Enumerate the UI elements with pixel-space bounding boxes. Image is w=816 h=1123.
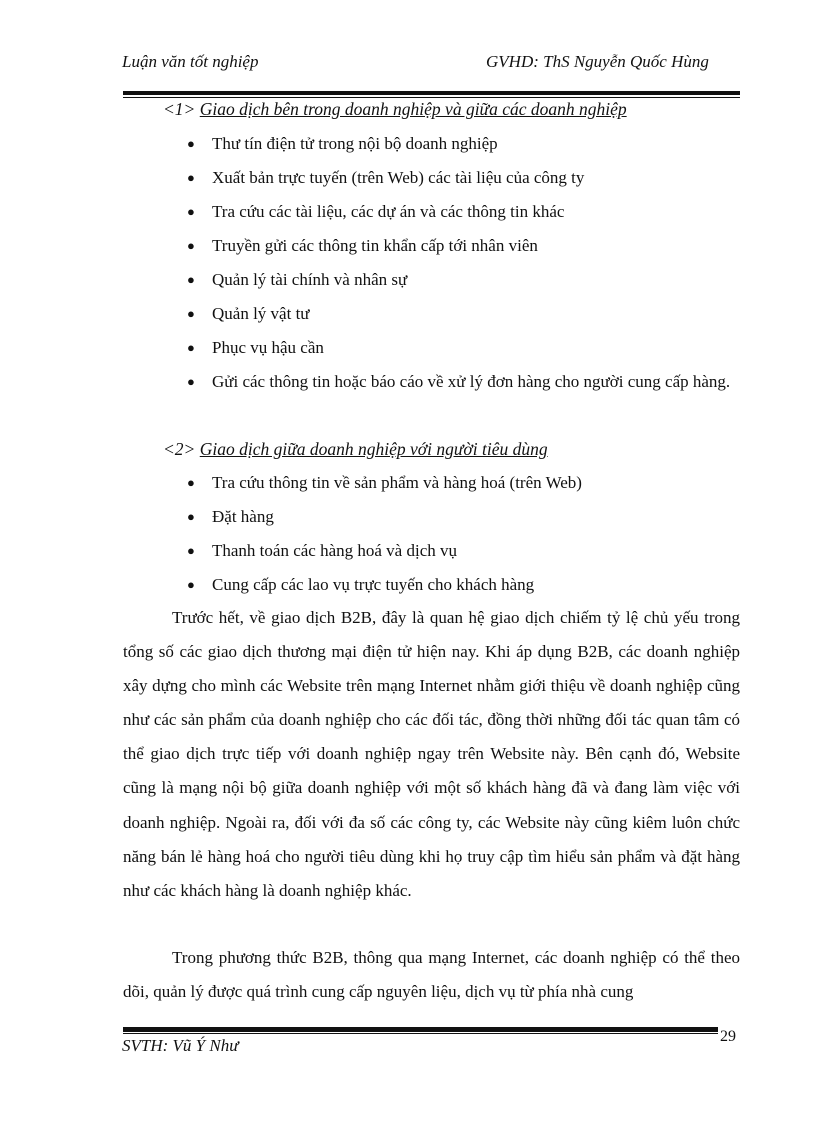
- bullet-icon: ●: [187, 577, 195, 592]
- section-1-heading: [163, 99, 627, 120]
- list-item: ● Truyền gửi các thông tin khẩn cấp tới nhân viên: [186, 229, 740, 263]
- bullet-icon: ●: [187, 136, 195, 151]
- bullet-icon: ●: [187, 543, 195, 558]
- section-1-number: <1>: [163, 99, 196, 119]
- list-item: ● Đặt hàng: [186, 500, 740, 534]
- list-item: ● Tra cứu thông tin về sản phẩm và hàng hoá (trên Web): [186, 466, 740, 500]
- section-2-title: Giao dịch giữa doanh nghiệp với người tiêu dùng: [199, 439, 548, 459]
- section-2-number: <2>: [163, 439, 196, 459]
- bullet-icon: ●: [187, 170, 195, 185]
- bullet-icon: ●: [187, 475, 195, 490]
- list-item: ● Thanh toán các hàng hoá và dịch vụ: [186, 534, 740, 568]
- list-item: ● Xuất bản trực tuyến (trên Web) các tài liệu của công ty: [186, 161, 740, 195]
- footer-rule-thin: [123, 1033, 718, 1034]
- body-paragraph-2: Trong phương thức B2B, thông qua mạng Internet, các doanh nghiệp có thể theo dõi, quản lý được quá trình cung cấp nguyên liệu, dịch vụ từ phía nhà cung: [123, 948, 740, 1002]
- page-number: 29: [720, 1028, 736, 1045]
- section-1-list: [186, 127, 740, 399]
- body-paragraph-1: Trước hết, về giao dịch B2B, đây là quan hệ giao dịch chiếm tỷ lệ chủ yếu trong tổng số các giao dịch thương mại điện tử hiện nay. Khi áp dụng B2B, các doanh nghiệp xây dựng cho mình các Website trên mạng Internet nhằm giới thiệu về doanh nghiệp cũng như các sản phẩm của doanh nghiệp cho các đối tác, đồng thời những đối tác quan tâm có thể giao dịch trực tiếp với doanh nghiệp ngay trên Website này. Bên cạnh đó, Website cũng là mạng nội bộ giữa doanh nghiệp với một số khách hàng đã và đang làm việc với doanh nghiệp. Ngoài ra, đối với đa số các công ty, các Website này cũng kiêm luôn chức năng bán lẻ hàng hoá cho người tiêu dùng khi họ truy cập tìm hiểu sản phẩm và đặt hàng như các khách hàng là doanh nghiệp khác.: [123, 608, 740, 900]
- bullet-icon: ●: [187, 340, 195, 355]
- list-item: ● Cung cấp các lao vụ trực tuyến cho khách hàng: [186, 568, 740, 602]
- bullet-icon: ●: [187, 306, 195, 321]
- section-1-title: Giao dịch bên trong doanh nghiệp và giữa các doanh nghiệp: [199, 99, 627, 119]
- list-item: ● Thư tín điện tử trong nội bộ doanh nghiệp: [186, 127, 740, 161]
- list-item: ● Quản lý vật tư: [186, 297, 740, 331]
- section-2-heading: [163, 439, 548, 460]
- footer-author: SVTH: Vũ Ý Như: [122, 1036, 239, 1055]
- bullet-icon: ●: [187, 374, 195, 389]
- list-item: ● Gửi các thông tin hoặc báo cáo về xử lý đơn hàng cho người cung cấp hàng.: [186, 365, 740, 399]
- header-left-title: Luận văn tốt nghiệp: [122, 52, 259, 71]
- footer-rule-thick: [123, 1027, 718, 1032]
- bullet-icon: ●: [187, 238, 195, 253]
- list-item: ● Quản lý tài chính và nhân sự: [186, 263, 740, 297]
- bullet-icon: ●: [187, 204, 195, 219]
- list-item: ● Tra cứu các tài liệu, các dự án và các thông tin khác: [186, 195, 740, 229]
- bullet-icon: ●: [187, 509, 195, 524]
- header-rule-thick: [123, 91, 740, 95]
- section-2-list: [186, 466, 740, 602]
- header-right-advisor: GVHD: ThS Nguyễn Quốc Hùng: [486, 52, 709, 71]
- list-item: ● Phục vụ hậu cần: [186, 331, 740, 365]
- bullet-icon: ●: [187, 272, 195, 287]
- header-rule-thin: [123, 97, 740, 98]
